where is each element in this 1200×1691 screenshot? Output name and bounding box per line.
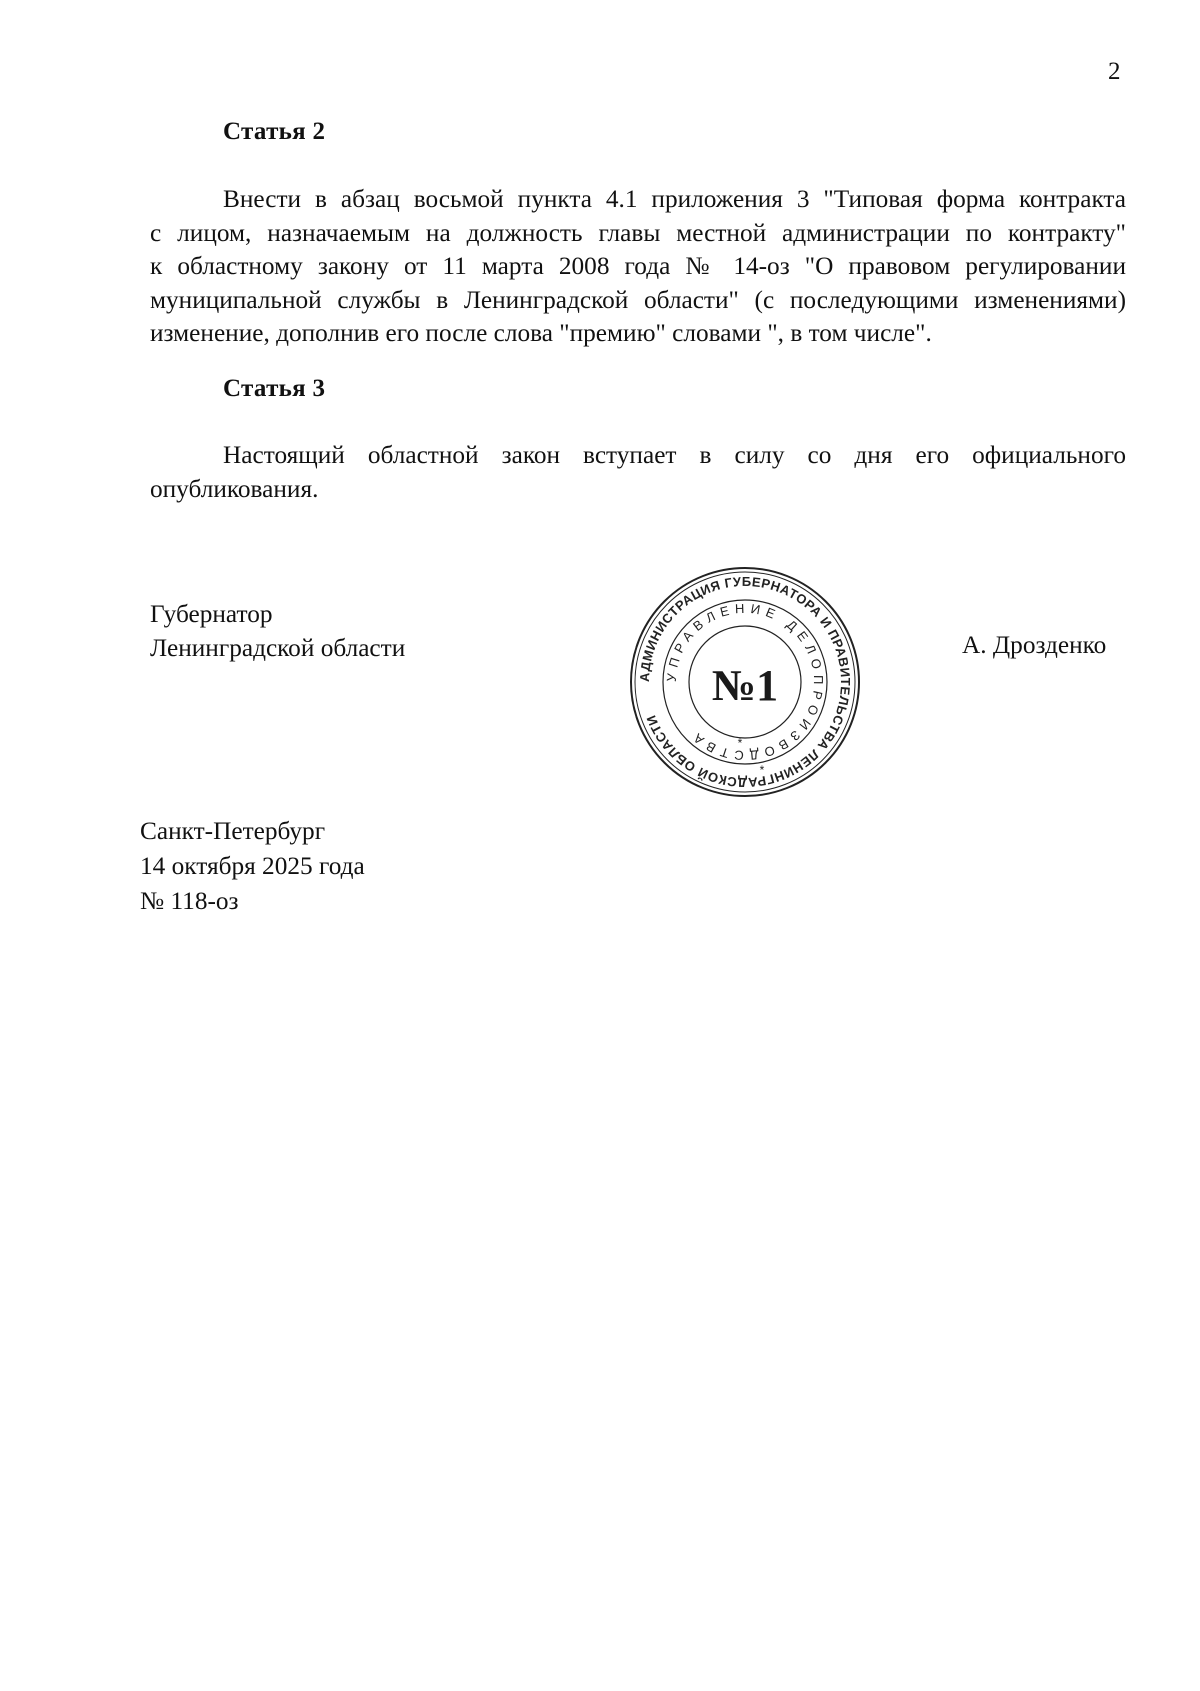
article-2-line: Внести в абзац восьмой пункта 4.1 приложения 3 "Типовая форма контракта xyxy=(223,185,1126,213)
seal-center-number: №1 xyxy=(711,661,779,710)
signatory-title: Губернатор xyxy=(150,600,273,628)
article-3-body xyxy=(150,439,1126,506)
article-2-line: к областному закону от 11 марта 2008 года № 14-оз "О правовом регулировании xyxy=(150,252,1126,280)
signatory-position xyxy=(150,598,405,665)
seal-star-mark: * xyxy=(759,763,765,777)
page-number: 2 xyxy=(1108,58,1121,85)
seal-inner-text: УПРАВЛЕНИЕ ДЕЛОПРОИЗВОДСТВА xyxy=(663,600,827,764)
place-of-signing: Санкт-Петербург xyxy=(140,817,326,845)
document-footer xyxy=(140,814,365,919)
article-2-body xyxy=(150,183,1126,351)
seal-star-mark: * xyxy=(737,736,743,750)
article-2-line: с лицом, назначаемым на должность главы местной администрации по контракту" xyxy=(150,218,1126,247)
date-of-signing: 14 октября 2025 года xyxy=(140,852,365,880)
article-3-line: Настоящий областной закон вступает в силу со дня его официального xyxy=(223,441,1126,469)
signatory-name: А. Дрозденко xyxy=(962,631,1107,659)
signatory-region: Ленинградской области xyxy=(150,633,406,662)
article-3-line: опубликования. xyxy=(150,474,319,503)
article-2-line: муниципальной службы в Ленинградской области" (с последующими изменениями) xyxy=(150,285,1126,314)
article-3-heading: Статья 3 xyxy=(223,375,326,402)
article-2-line: изменение, дополнив его после слова "премию" словами ", в том числе". xyxy=(150,319,932,347)
article-2-heading: Статья 2 xyxy=(223,118,326,145)
law-number: № 118-оз xyxy=(140,887,239,915)
official-seal-stamp xyxy=(627,564,863,800)
seal-outer-text: АДМИНИСТРАЦИЯ ГУБЕРНАТОРА И ПРАВИТЕЛЬСТВА ЛЕНИНГРАДСКОЙ ОБЛАСТИ xyxy=(636,573,854,791)
